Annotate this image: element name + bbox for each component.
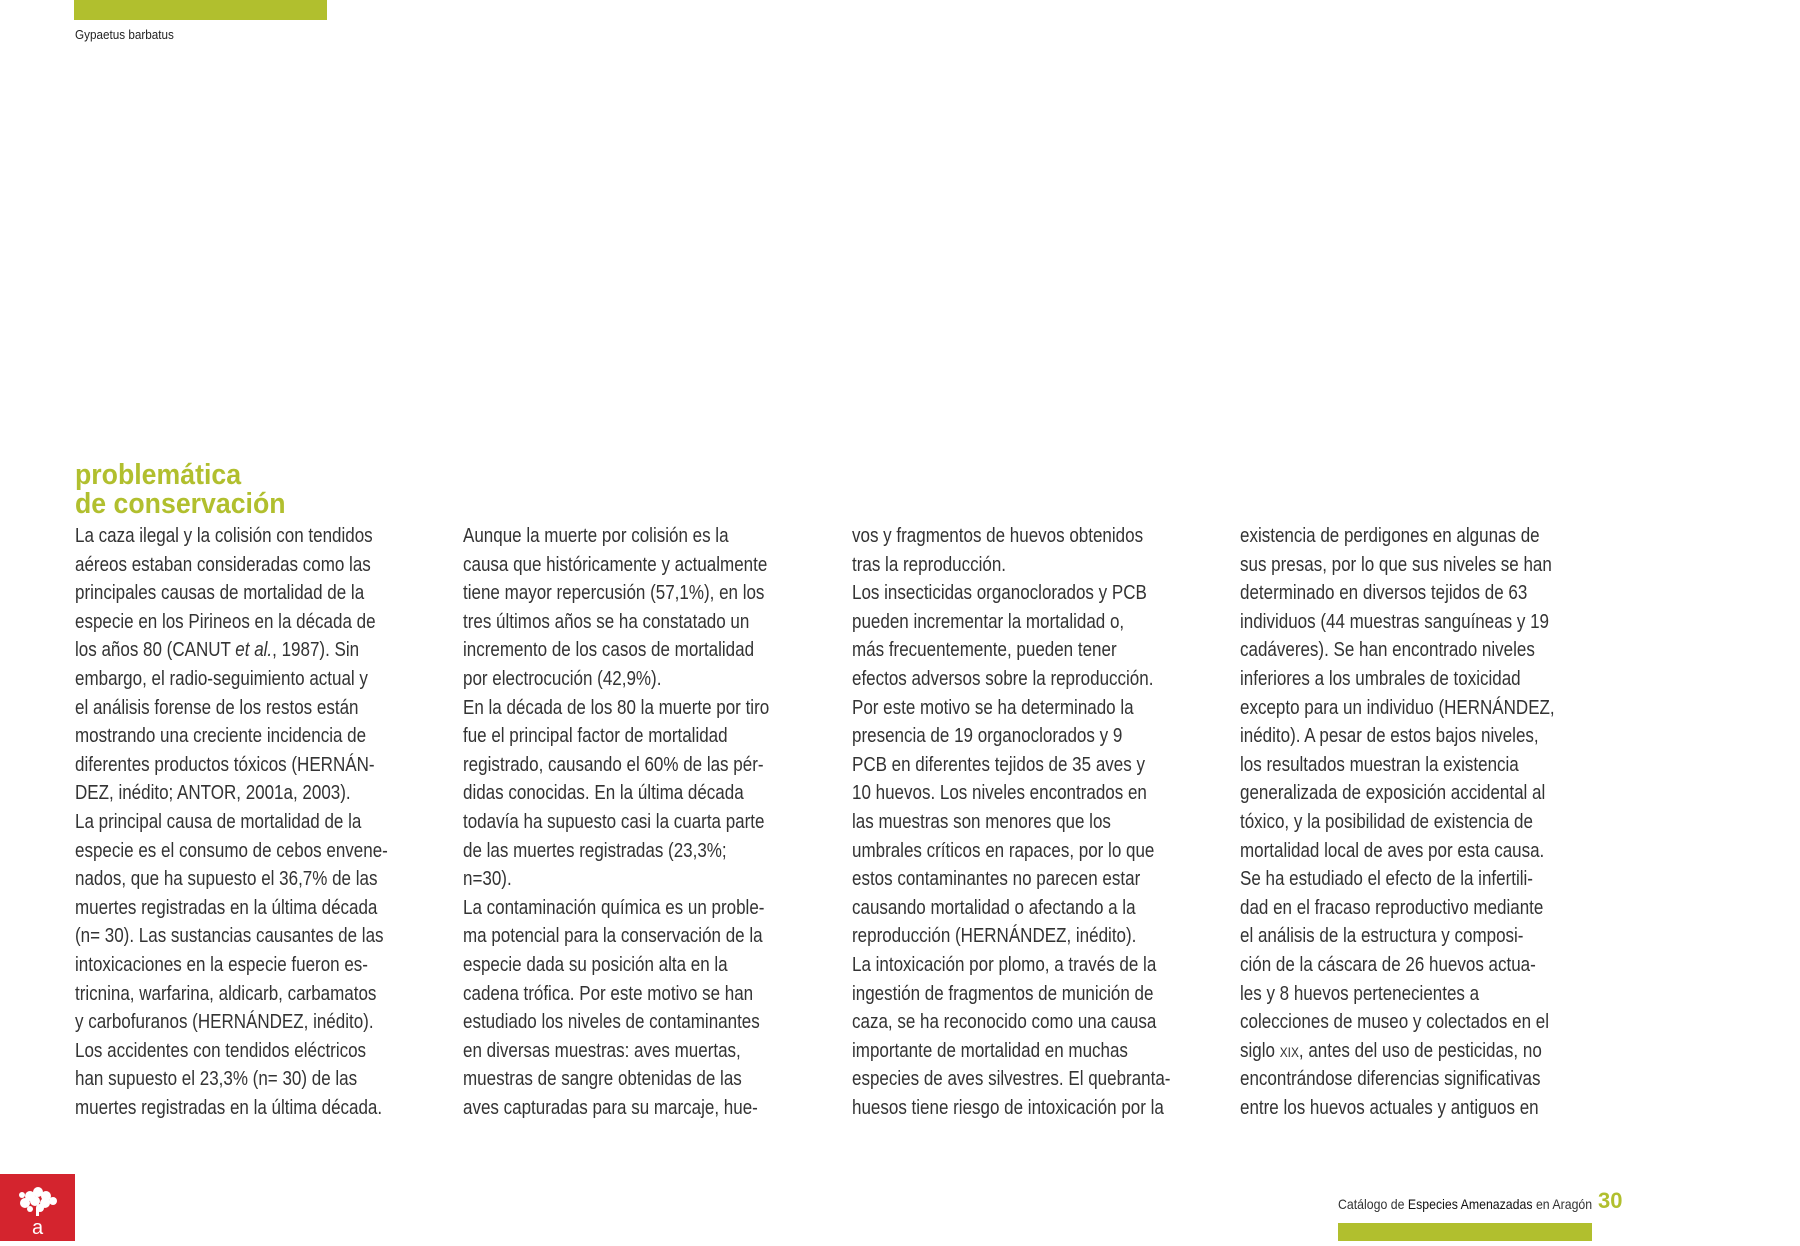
text-line: muertes registradas en la última década xyxy=(75,896,378,919)
text-line: aéreos estaban consideradas como las xyxy=(75,553,371,576)
text-line: reproducción (HERNÁNDEZ, inédito). xyxy=(852,925,1137,948)
text-column-3 xyxy=(852,522,1170,1122)
text-line: mostrando una creciente incidencia de xyxy=(75,725,367,748)
text-line: tricnina, warfarina, aldicarb, carbamatos xyxy=(75,982,377,1005)
text-column-2 xyxy=(463,522,769,1122)
text-line: cadáveres). Se han encontrado niveles xyxy=(1240,639,1535,662)
text-line: el análisis forense de los restos están xyxy=(75,696,359,719)
text-line: especie dada su posición alta en la xyxy=(463,953,728,976)
text-line: nados, que ha supuesto el 36,7% de las xyxy=(75,868,378,891)
text-line: mortalidad local de aves por esta causa. xyxy=(1240,839,1545,862)
text-line: La principal causa de mortalidad de la xyxy=(75,810,362,833)
text-line: les y 8 huevos pertenecientes a xyxy=(1240,982,1480,1005)
header-accent-bar xyxy=(74,0,327,20)
text-segment: xix xyxy=(1279,1039,1299,1062)
text-line: PCB en diferentes tejidos de 35 aves y xyxy=(852,753,1145,776)
text-segment: , antes del uso de pesticidas, no xyxy=(1298,1039,1542,1062)
text-line: de las muertes registradas (23,3%; xyxy=(463,839,727,862)
text-line: importante de mortalidad en muchas xyxy=(852,1039,1128,1062)
footer-post: en Aragón xyxy=(1532,1196,1593,1212)
text-line: Los insecticidas organoclorados y PCB xyxy=(852,582,1147,605)
text-line: más frecuentemente, pueden tener xyxy=(852,639,1117,662)
text-line: especie es el consumo de cebos envene- xyxy=(75,839,388,862)
text-line: las muestras son menores que los xyxy=(852,810,1111,833)
text-line: estudiado los niveles de contaminantes xyxy=(463,1011,760,1034)
text-segment: , 1987). Sin xyxy=(272,639,360,662)
text-line: generalizada de exposición accidental al xyxy=(1240,782,1546,805)
text-line: Aunque la muerte por colisión es la xyxy=(463,525,729,547)
text-line: tras la reproducción. xyxy=(852,553,1007,576)
text-line: muestras de sangre obtenidas de las xyxy=(463,1068,742,1091)
text-line: han supuesto el 23,3% (n= 30) de las xyxy=(75,1068,358,1091)
text-line: pueden incrementar la mortalidad o, xyxy=(852,610,1125,633)
text-line: individuos (44 muestras sanguíneas y 19 xyxy=(1240,610,1550,633)
text-line: colecciones de museo y colectados en el xyxy=(1240,1011,1550,1034)
text-line: Se ha estudiado el efecto de la infertili- xyxy=(1240,868,1533,891)
text-line: los resultados muestran la existencia xyxy=(1240,753,1519,776)
text-line: La intoxicación por plomo, a través de la xyxy=(852,953,1157,976)
text-line: incremento de los casos de mortalidad xyxy=(463,639,755,662)
text-line: especie en los Pirineos en la década de xyxy=(75,610,376,633)
text-line: y carbofuranos (HERNÁNDEZ, inédito). xyxy=(75,1011,374,1034)
text-line: dad en el fracaso reproductivo mediante xyxy=(1240,896,1544,919)
text-line: huesos tiene riesgo de intoxicación por la xyxy=(852,1096,1164,1119)
text-line: presencia de 19 organoclorados y 9 xyxy=(852,725,1123,748)
text-line: La caza ilegal y la colisión con tendidos xyxy=(75,525,373,547)
text-line: caza, se ha reconocido como una causa xyxy=(852,1011,1157,1034)
text-line: diferentes productos tóxicos (HERNÁN- xyxy=(75,753,375,776)
text-line: embargo, el radio-seguimiento actual y xyxy=(75,667,368,690)
running-header-species: Gypaetus barbatus xyxy=(75,27,174,42)
text-line: intoxicaciones en la especie fueron es- xyxy=(75,953,368,976)
text-line: por electrocución (42,9%). xyxy=(463,667,662,690)
section-heading xyxy=(75,461,286,519)
footer-pre: Catálogo de xyxy=(1338,1196,1408,1212)
italic-text: et al. xyxy=(235,639,273,662)
text-line xyxy=(75,636,388,665)
text-line: especies de aves silvestres. El quebranta- xyxy=(852,1068,1171,1091)
text-line: 10 huevos. Los niveles encontrados en xyxy=(852,782,1147,805)
text-line: Por este motivo se ha determinado la xyxy=(852,696,1134,719)
text-line: fue el principal factor de mortalidad xyxy=(463,725,728,748)
text-line: tiene mayor repercusión (57,1%), en los xyxy=(463,582,765,605)
text-line: inferiores a los umbrales de toxicidad xyxy=(1240,667,1521,690)
text-segment: los años 80 (CANUT xyxy=(75,639,236,662)
text-line: sus presas, por lo que sus niveles se han xyxy=(1240,553,1552,576)
text-line: (n= 30). Las sustancias causantes de las xyxy=(75,925,384,948)
footer-title: Especies Amenazadas xyxy=(1407,1196,1533,1212)
text-segment: siglo xyxy=(1240,1039,1280,1062)
text-column-4 xyxy=(1240,522,1555,1122)
text-line: excepto para un individuo (HERNÁNDEZ, xyxy=(1240,696,1555,719)
text-line: existencia de perdigones en algunas de xyxy=(1240,525,1540,547)
text-line: el análisis de la estructura y composi- xyxy=(1240,925,1524,948)
text-line: causando mortalidad o afectando a la xyxy=(852,896,1136,919)
text-line: DEZ, inédito; ANTOR, 2001a, 2003). xyxy=(75,782,351,805)
text-line: tóxico, y la posibilidad de existencia de xyxy=(1240,810,1533,833)
text-line: inédito). A pesar de estos bajos niveles, xyxy=(1240,725,1539,748)
text-line: determinado en diversos tejidos de 63 xyxy=(1240,582,1528,605)
text-line: efectos adversos sobre la reproducción. xyxy=(852,667,1154,690)
text-line: registrado, causando el 60% de las pér- xyxy=(463,753,764,776)
aragon-logo-icon xyxy=(0,1174,75,1241)
text-line: ingestión de fragmentos de munición de xyxy=(852,982,1154,1005)
text-line: n=30). xyxy=(463,868,512,891)
text-line: didas conocidas. En la última década xyxy=(463,782,744,805)
text-line: en diversas muestras: aves muertas, xyxy=(463,1039,741,1062)
text-line: aves capturadas para su marcaje, hue- xyxy=(463,1096,758,1119)
text-line: todavía ha supuesto casi la cuarta parte xyxy=(463,810,765,833)
text-line: umbrales críticos en rapaces, por lo que xyxy=(852,839,1155,862)
text-line xyxy=(1240,1037,1555,1066)
svg-text:a: a xyxy=(32,1217,44,1239)
text-line: cadena trófica. Por este motivo se han xyxy=(463,982,754,1005)
footer-accent-bar xyxy=(1338,1223,1592,1241)
text-line: ción de la cáscara de 26 huevos actua- xyxy=(1240,953,1536,976)
page-number: 30 xyxy=(1598,1188,1623,1213)
heading-line-2: de conservación xyxy=(75,488,286,520)
text-line: muertes registradas en la última década. xyxy=(75,1096,383,1119)
heading-line-1: problemática xyxy=(75,459,242,491)
text-column-1 xyxy=(75,522,388,1122)
text-line: causa que históricamente y actualmente xyxy=(463,553,768,576)
text-line: En la década de los 80 la muerte por tiro xyxy=(463,696,770,719)
text-line: principales causas de mortalidad de la xyxy=(75,582,365,605)
text-line: estos contaminantes no parecen estar xyxy=(852,868,1141,891)
text-line: La contaminación química es un proble- xyxy=(463,896,765,919)
text-line: Los accidentes con tendidos eléctricos xyxy=(75,1039,367,1062)
text-line: entre los huevos actuales y antiguos en xyxy=(1240,1096,1539,1119)
text-line: encontrándose diferencias significativas xyxy=(1240,1068,1541,1091)
text-line: ma potencial para la conservación de la xyxy=(463,925,763,948)
footer-catalog-title xyxy=(1338,1196,1592,1212)
text-line: vos y fragmentos de huevos obtenidos xyxy=(852,525,1144,547)
text-line: tres últimos años se ha constatado un xyxy=(463,610,750,633)
